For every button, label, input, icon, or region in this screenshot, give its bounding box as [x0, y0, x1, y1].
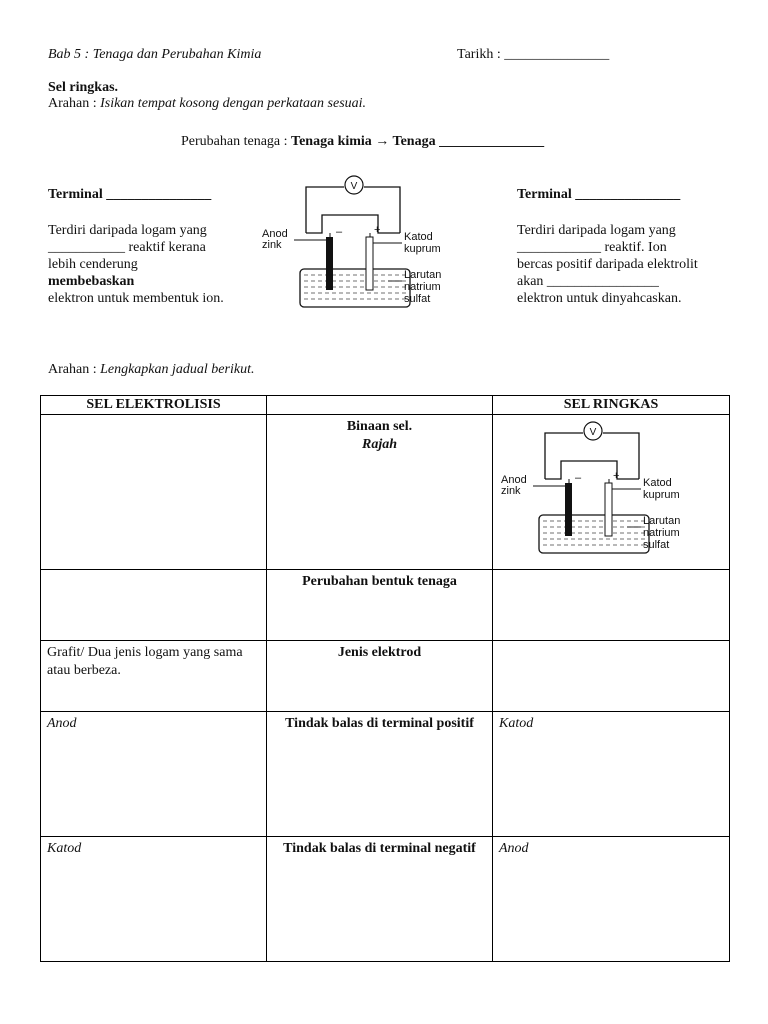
solution-label-2: natrium: [404, 281, 441, 293]
energy-change-prefix: Perubahan tenaga :: [181, 134, 292, 149]
instruction-line: [48, 96, 366, 112]
chapter-title: Bab 5 : Tenaga dan Perubahan Kimia: [48, 47, 262, 62]
cathode-sub-label: kuprum: [643, 489, 680, 501]
solution-label: Larutan: [643, 515, 681, 527]
header-middle: [267, 396, 493, 415]
voltmeter-label: V: [589, 427, 597, 438]
right-terminal-line1: Terdiri daripada logam yang: [517, 223, 676, 238]
right-terminal-block: [517, 186, 747, 307]
cell-row1-left[interactable]: [41, 415, 267, 570]
right-terminal-line4: akan ________________: [517, 274, 659, 289]
plus-sign: +: [613, 470, 620, 482]
table-instruction-text: Lengkapkan jadual berikut.: [100, 362, 255, 377]
table-row: [41, 837, 730, 962]
left-terminal-line5: elektron untuk membentuk ion.: [48, 291, 224, 306]
row1-mid-line1: Binaan sel.: [346, 419, 413, 434]
right-terminal-title: Terminal _______________: [517, 187, 681, 202]
cell-row3-left: Grafit/ Dua jenis logam yang sama atau berbeza.: [41, 641, 267, 712]
table-instruction-prefix: Arahan :: [48, 362, 101, 377]
table-header-row: [41, 396, 730, 415]
left-terminal-title: Terminal _______________: [48, 187, 212, 202]
header-electrolysis: SEL ELEKTROLISIS: [41, 396, 267, 415]
left-terminal-line4: membebaskan: [48, 274, 135, 289]
right-terminal-line2: ____________ reaktif. Ion: [517, 240, 667, 255]
solution-label: Larutan: [404, 269, 442, 281]
section-title: Sel ringkas.: [48, 80, 119, 95]
left-terminal-line2: ___________ reaktif kerana: [48, 240, 206, 255]
cathode-label: Katod: [643, 477, 672, 489]
minus-sign: –: [575, 472, 582, 484]
minus-sign: –: [336, 226, 343, 238]
simple-cell-diagram-2: [497, 421, 697, 556]
left-terminal-line1: Terdiri daripada logam yang: [48, 223, 207, 238]
copper-electrode: [605, 483, 612, 536]
comparison-table: [40, 395, 730, 962]
table-instruction: [48, 362, 254, 378]
energy-change-line: [181, 134, 544, 150]
cell-row5-left: Katod: [41, 837, 267, 962]
right-terminal-line5: elektron untuk dinyahcaskan.: [517, 291, 682, 306]
cathode-sub-label: kuprum: [404, 243, 441, 255]
header-simple-cell: SEL RINGKAS: [493, 396, 730, 415]
cell-row1-mid: [267, 415, 493, 570]
table-row: [41, 570, 730, 641]
cell-row1-right: [493, 415, 730, 570]
anode-sub-label: zink: [262, 239, 282, 251]
cell-row4-right: Katod: [493, 712, 730, 837]
cell-row2-left[interactable]: [41, 570, 267, 641]
cell-row4-mid: Tindak balas di terminal positif: [267, 712, 493, 837]
instruction-prefix: Arahan :: [48, 96, 101, 111]
left-terminal-block: [48, 186, 268, 307]
cell-row3-mid: Jenis elektrod: [267, 641, 493, 712]
zinc-electrode: [326, 237, 333, 290]
solution-label-3: sulfat: [404, 293, 431, 305]
instruction-text: Isikan tempat kosong dengan perkataan sesuai.: [100, 96, 367, 111]
table-row: [41, 641, 730, 712]
anode-sub-label: zink: [501, 485, 521, 497]
left-terminal-line3: lebih cenderung: [48, 257, 138, 272]
energy-change-text: Tenaga kimia → Tenaga _______________: [291, 134, 545, 149]
date-field: Tarikh : _______________: [457, 47, 610, 62]
voltmeter-label: V: [350, 181, 358, 192]
cell-row5-right: Anod: [493, 837, 730, 962]
solution-label-3: sulfat: [643, 539, 670, 551]
right-terminal-line3: bercas positif daripada elektrolit: [517, 257, 698, 272]
row1-mid-line2: Rajah: [361, 437, 397, 452]
plus-sign: +: [374, 224, 381, 236]
cell-row4-left: Anod: [41, 712, 267, 837]
zinc-electrode: [565, 483, 572, 536]
cell-row5-mid: Tindak balas di terminal negatif: [267, 837, 493, 962]
anode-label: Anod: [262, 228, 288, 240]
cell-row3-right[interactable]: [493, 641, 730, 712]
anode-label: Anod: [501, 474, 527, 486]
table-row: [41, 712, 730, 837]
table-row: [41, 415, 730, 570]
cell-row2-mid: Perubahan bentuk tenaga: [267, 570, 493, 641]
cell-row2-right[interactable]: [493, 570, 730, 641]
solution-label-2: natrium: [643, 527, 680, 539]
cathode-label: Katod: [404, 231, 433, 243]
simple-cell-diagram: [258, 175, 458, 310]
copper-electrode: [366, 237, 373, 290]
